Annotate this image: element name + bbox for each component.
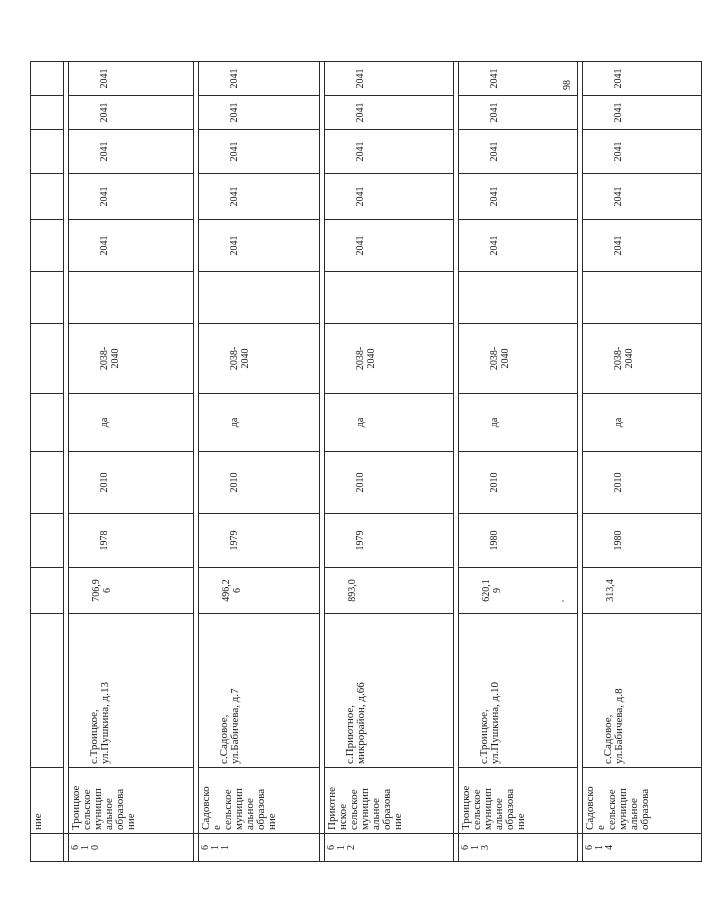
table-row	[459, 62, 578, 862]
empty-cell	[325, 272, 454, 324]
header-empty-cell	[31, 62, 64, 96]
municipality-cell: Садовско е сельское муницип альное образова ние	[199, 768, 320, 834]
area-cell: 893,0	[325, 568, 454, 614]
page-number: 98	[562, 80, 573, 90]
year-built-cell: 1979	[325, 514, 454, 568]
empty-cell	[199, 272, 320, 324]
address-cell: с.Садовое, ул.Бабичева, д.7	[199, 614, 320, 768]
row-index: 6 1 1	[199, 834, 320, 862]
year-cell: 2041	[199, 96, 320, 130]
year-cell: 2041	[459, 220, 578, 272]
year-cell: 2041	[199, 174, 320, 220]
year-built-cell: 1980	[459, 514, 578, 568]
year-cell: 2041	[325, 96, 454, 130]
row-index: 6 1 2	[325, 834, 454, 862]
year-cell: 2041	[459, 130, 578, 174]
header-empty-cell	[31, 514, 64, 568]
header-empty-cell	[31, 272, 64, 324]
year-built-cell: 1980	[583, 514, 702, 568]
year-cell: 2041	[583, 174, 702, 220]
continued-label: ние	[31, 768, 64, 834]
year-cell: 2041	[69, 96, 194, 130]
year-cell: 2041	[583, 96, 702, 130]
area-cell: 706,9 6	[69, 568, 194, 614]
year-cell: 2041	[325, 220, 454, 272]
header-empty-cell	[31, 220, 64, 272]
table-row	[583, 62, 702, 862]
scan-speck	[562, 600, 564, 602]
header-empty-cell	[31, 130, 64, 174]
year-cell: 2041	[583, 62, 702, 96]
flag-cell: да	[69, 394, 194, 452]
period-cell: 2038- 2040	[459, 324, 578, 394]
year-cell: 2041	[459, 96, 578, 130]
header-empty-cell	[31, 614, 64, 768]
year-built-cell: 1979	[199, 514, 320, 568]
buildings-table	[30, 61, 702, 862]
year-cell: 2041	[583, 220, 702, 272]
header-empty-cell	[31, 96, 64, 130]
table-row	[325, 62, 454, 862]
header-empty-cell	[31, 394, 64, 452]
year-cell: 2041	[325, 62, 454, 96]
table-row	[199, 62, 320, 862]
repair-year-cell: 2010	[69, 452, 194, 514]
area-cell: 620,1 9	[459, 568, 578, 614]
municipality-cell: Троицкое сельское муницип альное образова ние	[459, 768, 578, 834]
year-cell: 2041	[459, 174, 578, 220]
period-cell: 2038- 2040	[583, 324, 702, 394]
repair-year-cell: 2010	[199, 452, 320, 514]
year-cell: 2041	[69, 130, 194, 174]
period-cell: 2038- 2040	[325, 324, 454, 394]
year-cell: 2041	[459, 62, 578, 96]
address-cell: с.Троицкое, ул.Пушкина, д.13	[69, 614, 194, 768]
address-cell: с.Садовое, ул.Бабичева, д.8	[583, 614, 702, 768]
year-cell: 2041	[199, 220, 320, 272]
year-cell: 2041	[583, 130, 702, 174]
year-cell: 2041	[199, 62, 320, 96]
header-empty-cell	[31, 324, 64, 394]
municipality-cell: Приютне нское сельское муницип альное образова ние	[325, 768, 454, 834]
header-empty-cell	[31, 834, 64, 862]
header-empty-cell	[31, 174, 64, 220]
year-cell: 2041	[69, 174, 194, 220]
area-cell: 313,4	[583, 568, 702, 614]
period-cell: 2038- 2040	[199, 324, 320, 394]
address-cell: с.Троицкое, ул.Пушкина, д.10	[459, 614, 578, 768]
row-index: 6 1 3	[459, 834, 578, 862]
period-cell: 2038- 2040	[69, 324, 194, 394]
flag-cell: да	[199, 394, 320, 452]
row-index: 6 1 0	[69, 834, 194, 862]
repair-year-cell: 2010	[325, 452, 454, 514]
row-index: 6 1 4	[583, 834, 702, 862]
flag-cell: да	[583, 394, 702, 452]
repair-year-cell: 2010	[459, 452, 578, 514]
rotated-table-container	[30, 62, 651, 862]
empty-cell	[459, 272, 578, 324]
flag-cell: да	[459, 394, 578, 452]
header-empty-cell	[31, 568, 64, 614]
empty-cell	[69, 272, 194, 324]
header-empty-cell	[31, 452, 64, 514]
municipality-cell: Троицкое сельское муницип альное образова ние	[69, 768, 194, 834]
year-built-cell: 1978	[69, 514, 194, 568]
municipality-cell: Садовско е сельское муницип альное образова	[583, 768, 702, 834]
year-cell: 2041	[325, 174, 454, 220]
table-row	[69, 62, 194, 862]
area-cell: 496,2 6	[199, 568, 320, 614]
repair-year-cell: 2010	[583, 452, 702, 514]
year-cell: 2041	[69, 62, 194, 96]
year-cell: 2041	[199, 130, 320, 174]
continued-header-row	[31, 62, 64, 862]
address-cell: с.Приютное, микрорайон, д.66	[325, 614, 454, 768]
flag-cell: да	[325, 394, 454, 452]
year-cell: 2041	[325, 130, 454, 174]
year-cell: 2041	[69, 220, 194, 272]
empty-cell	[583, 272, 702, 324]
